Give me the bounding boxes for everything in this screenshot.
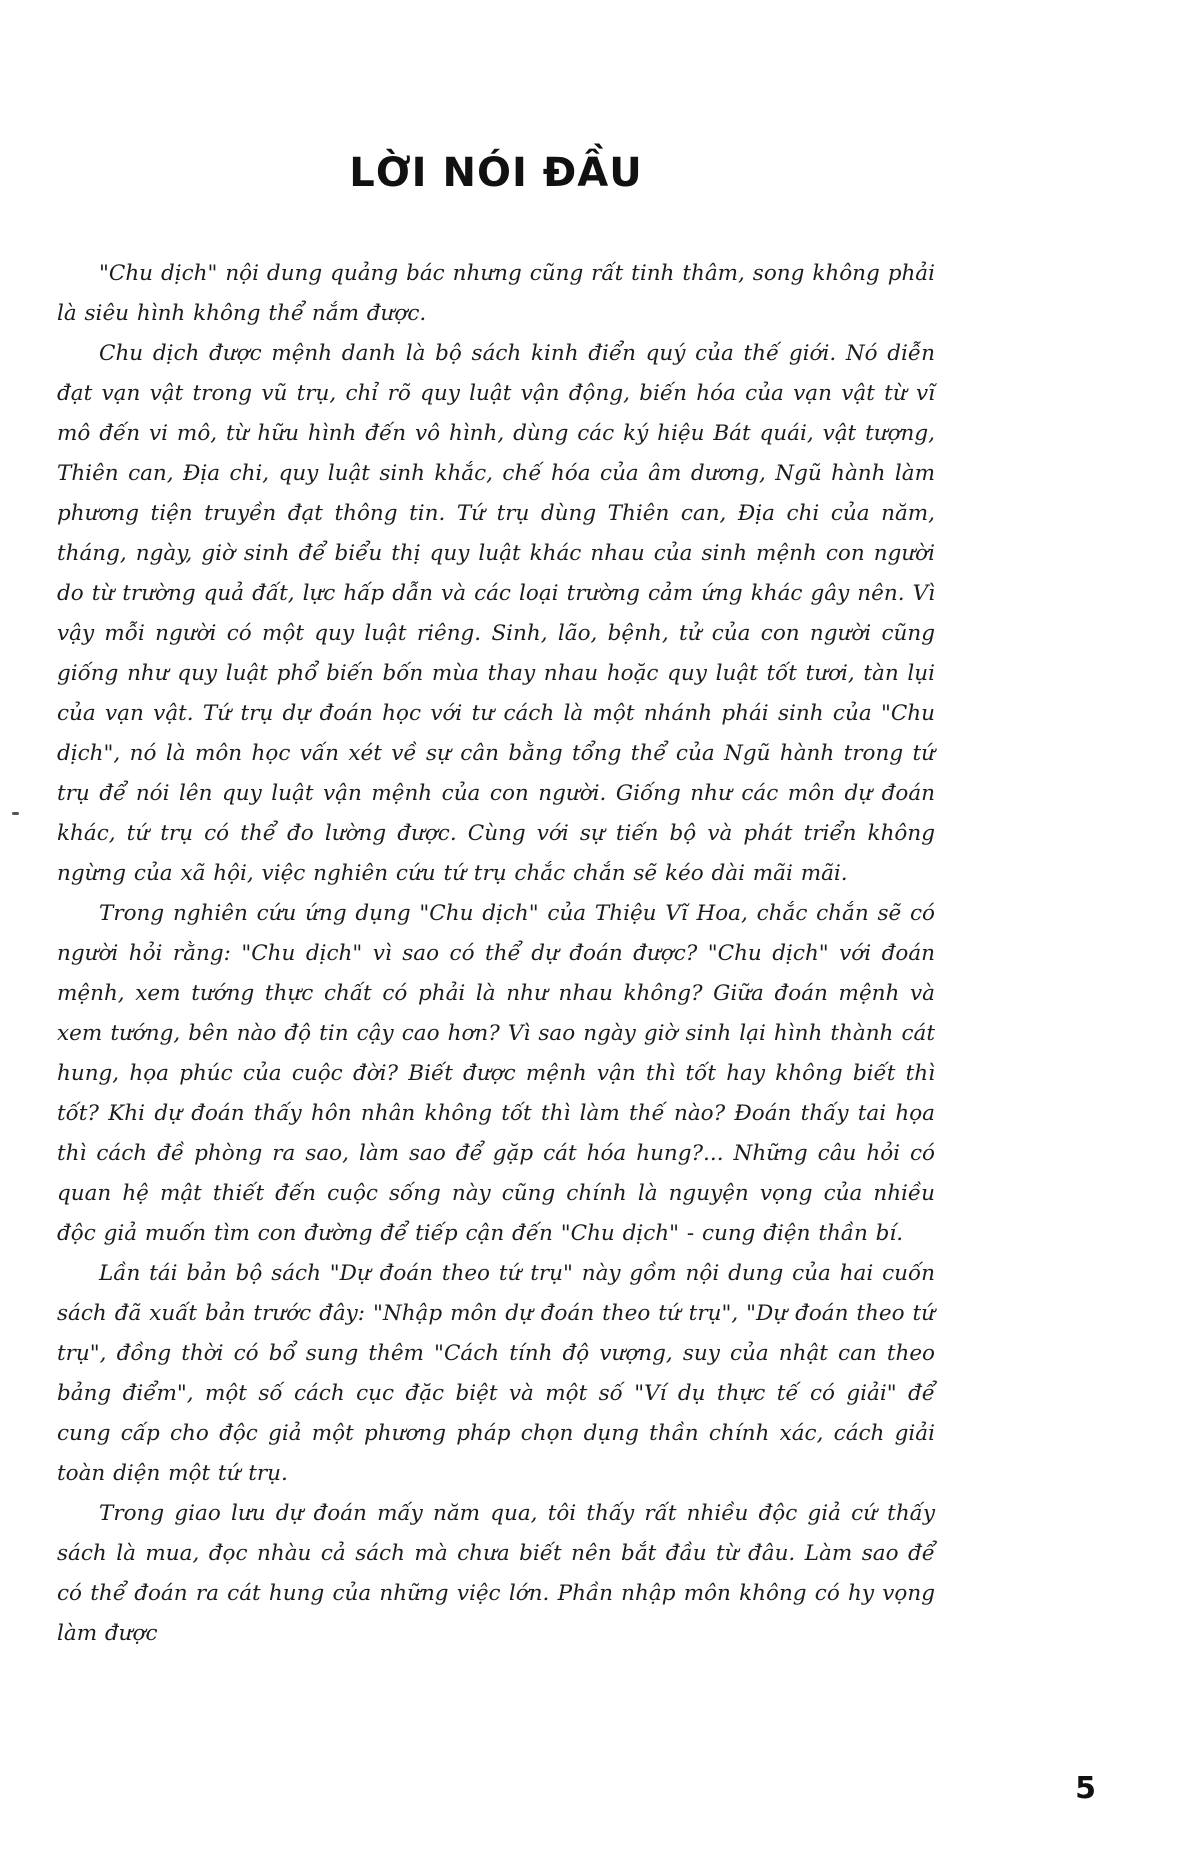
page-number: 5 [1075, 1771, 1096, 1806]
paragraph-5: Trong giao lưu dự đoán mấy năm qua, tôi thấy rất nhiều độc giả cứ thấy sách là mua, đọc nhàu cả sách mà chưa biết nên bắt đầu từ đâu. Làm sao để có thể đoán ra cát hung của những việc lớn. Phần nhập môn không có hy vọng làm được [57, 1501, 935, 1646]
paragraph-2: Chu dịch được mệnh danh là bộ sách kinh điển quý của thế giới. Nó diễn đạt vạn vật trong vũ trụ, chỉ rõ quy luật vận động, biến hóa của vạn vật từ vĩ mô đến vi mô, từ hữu hình đến vô hình, dùng các ký hiệu Bát quái, vật tượng, Thiên can, Địa chi, quy luật sinh khắc, chế hóa của âm dương, Ngũ hành làm phương tiện truyền đạt thông tin. Tứ trụ dùng Thiên can, Địa chi của năm, tháng, ngày, giờ sinh để biểu thị quy luật khác nhau của sinh mệnh con người do từ trường quả đất, lực hấp dẫn và các loại trường cảm ứng khác gây nên. Vì vậy mỗi người có một quy luật riêng. Sinh, lão, bệnh, tử của con người cũng giống như quy luật phổ biến bốn mùa thay nhau hoặc quy luật tốt tươi, tàn lụi của vạn vật. Tứ trụ dự đoán học với tư cách là một nhánh phái sinh của "Chu dịch", nó là môn học vấn xét về sự cân bằng tổng thể của Ngũ hành trong tứ trụ để nói lên quy luật vận mệnh của con người. Giống như các môn dự đoán khác, tứ trụ có thể đo lường được. Cùng với sự tiến bộ và phát triển không ngừng của xã hội, việc nghiên cứu tứ trụ chắc chắn sẽ kéo dài mãi mãi. [57, 341, 935, 886]
scan-artifact-mark [12, 812, 19, 815]
paragraph-3: Trong nghiên cứu ứng dụng "Chu dịch" của Thiệu Vĩ Hoa, chắc chắn sẽ có người hỏi rằng: "Chu dịch" vì sao có thể dự đoán được? "Chu dịch" với đoán mệnh, xem tướng thực chất có phải là như nhau không? Giữa đoán mệnh và xem tướng, bên nào độ tin cậy cao hơn? Vì sao ngày giờ sinh lại hình thành cát hung, họa phúc của cuộc đời? Biết được mệnh vận thì tốt hay không biết thì tốt? Khi dự đoán thấy hôn nhân không tốt thì làm thế nào? Đoán thấy tai họa thì cách đề phòng ra sao, làm sao để gặp cát hóa hung?... Những câu hỏi có quan hệ mật thiết đến cuộc sống này cũng chính là nguyện vọng của nhiều độc giả muốn tìm con đường để tiếp cận đến "Chu dịch" - cung điện thần bí. [57, 901, 935, 1246]
paragraph-1: "Chu dịch" nội dung quảng bác nhưng cũng rất tinh thâm, song không phải là siêu hình không thể nắm được. [57, 261, 935, 326]
page-content [57, 150, 935, 1654]
page-title: LỜI NÓI ĐẦU [349, 150, 643, 196]
paragraph-4: Lần tái bản bộ sách "Dự đoán theo tứ trụ" này gồm nội dung của hai cuốn sách đã xuất bản trước đây: "Nhập môn dự đoán theo tứ trụ", "Dự đoán theo tứ trụ", đồng thời có bổ sung thêm "Cách tính độ vượng, suy của nhật can theo bảng điểm", một số cách cục đặc biệt và một số "Ví dụ thực tế có giải" để cung cấp cho độc giả một phương pháp chọn dụng thần chính xác, cách giải toàn diện một tứ trụ. [57, 1261, 935, 1486]
